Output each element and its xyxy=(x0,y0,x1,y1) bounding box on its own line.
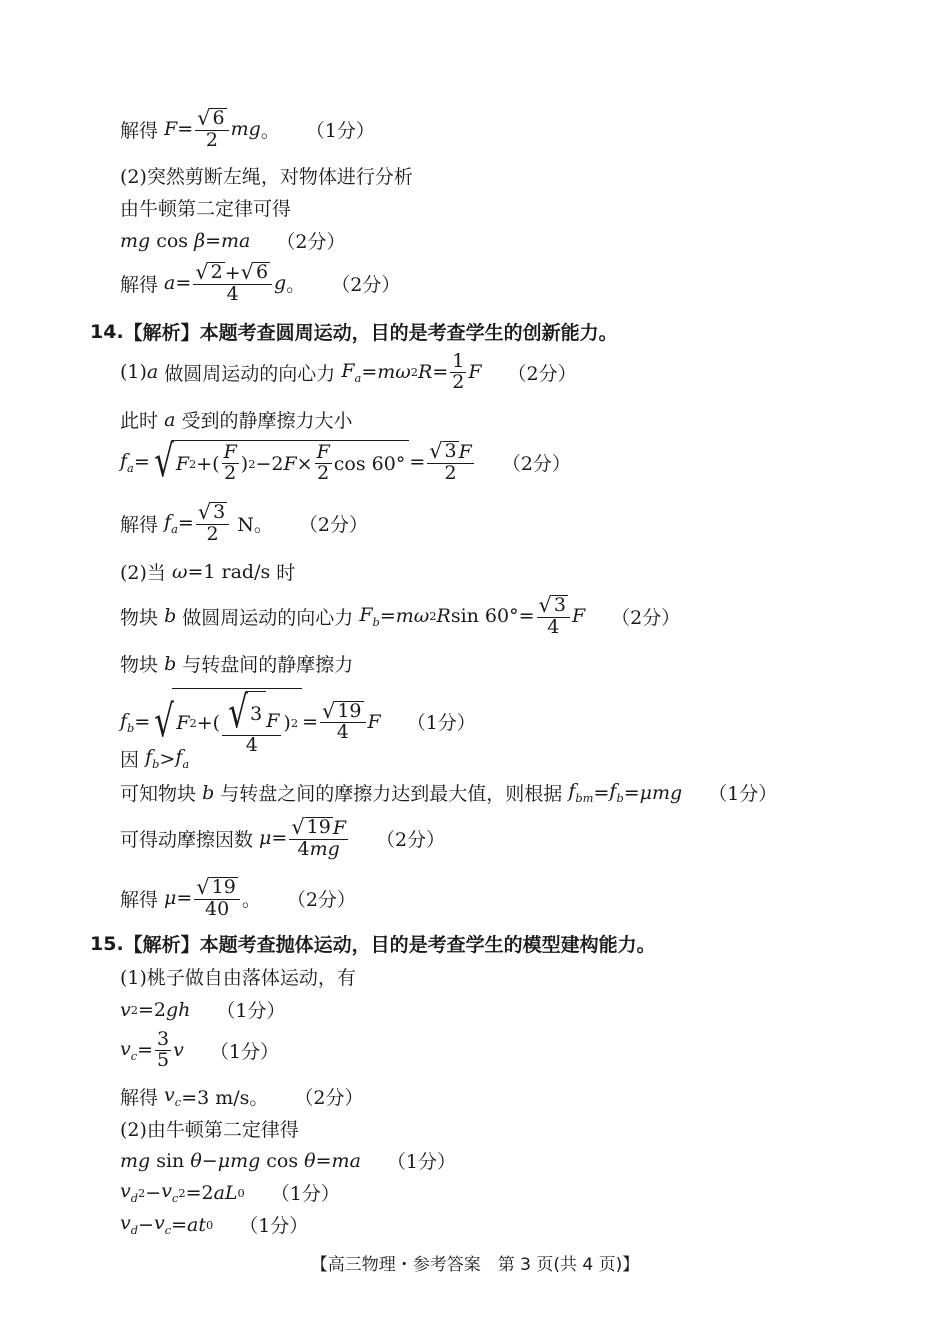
score: （2分） xyxy=(286,888,356,911)
answer-line: (2)突然剪断左绳，对物体进行分析 xyxy=(120,166,413,188)
answer-line: 可知物块 b 与转盘之间的摩擦力达到最大值，则根据 $f_{bm}$ = $f_b$ = μmg （1分） xyxy=(120,780,778,805)
answer-line: mg sin θ − μmg cos θ = ma （1分） xyxy=(120,1147,456,1174)
score: （1分） xyxy=(270,1183,340,1205)
page-footer: 【高三物理・参考答案 第 3 页(共 4 页)】 xyxy=(310,1255,640,1275)
score: （2分） xyxy=(298,513,368,536)
answer-line: $v_d$ 2 − $v_c$ 2 =2 aL 0 （1分） xyxy=(120,1180,340,1205)
answer-line: mg cos β = ma （2分） xyxy=(120,227,345,254)
question-heading: 14. 【解析】本题考查圆周运动，目的是考查学生的创新能力。 xyxy=(90,320,618,344)
answer-line: v 2 =2 gh （1分） xyxy=(120,996,286,1023)
answer-line: (1) a 做圆周运动的向心力 $F_a$ = mω 2 R = $\frac{1}{2}$ F （2分） xyxy=(120,350,577,393)
answer-line: $v_c$ = $\frac{3}{5}$ v （1分） xyxy=(120,1028,279,1071)
score: （1分） xyxy=(216,1000,286,1022)
answer-line: (1)桃子做自由落体运动，有 xyxy=(120,967,356,989)
answer-line: 解得 μ = √ 19 40 。 （2分） xyxy=(120,875,356,920)
score: （2分） xyxy=(294,1087,364,1109)
score: （1分） xyxy=(209,1040,279,1063)
score: （2分） xyxy=(507,362,577,385)
score: （1分） xyxy=(406,712,476,735)
answer-line: $f_a$ = √ F 2 +( $\frac{F}{2}$ ) 2 −2 F × $\frac{F}{2}$ cos 60° = √ 3 F 2 （2分） xyxy=(120,436,571,487)
answer-line: 由牛顿第二定律可得 xyxy=(120,198,292,220)
score: （2分） xyxy=(501,452,571,475)
answer-line: 解得 $v_c$ =3 m/s。 （2分） xyxy=(120,1084,364,1109)
answer-line: $v_d$ − $v_c$ = at 0 （1分） xyxy=(120,1212,309,1237)
question-heading: 15. 【解析】本题考查抛体运动，目的是考查学生的模型建构能力。 xyxy=(90,932,656,956)
score: （2分） xyxy=(611,606,681,629)
score: （1分） xyxy=(386,1151,456,1173)
score: （2分） xyxy=(331,273,401,296)
score: （1分） xyxy=(305,119,375,142)
answer-line: 解得 F = √ 6 2 mg 。 （1分） xyxy=(120,106,375,151)
answer-line: 因 $f_b$ > $f_a$ xyxy=(120,746,190,771)
answer-line: 物块 b 与转盘间的静摩擦力 xyxy=(120,652,354,676)
score: （1分） xyxy=(708,783,778,805)
answer-line: 解得 $f_a$ = √ 3 2 N。 （2分） xyxy=(120,500,368,545)
answer-line: $f_b$ = √ F 2 +( √ 3 F 4 ) 2 = √ 19 4 F （1分） xyxy=(120,687,476,756)
score: （1分） xyxy=(239,1215,309,1237)
answer-line: (2)由牛顿第二定律得 xyxy=(120,1119,299,1141)
answer-line: 可得动摩擦因数 μ = √ 19 F 4mg （2分） xyxy=(120,815,446,860)
score: （2分） xyxy=(376,828,446,851)
answer-line: (2)当 ω =1 rad/s 时 xyxy=(120,560,296,584)
answer-line: 物块 b 做圆周运动的向心力 $F_b$ = mω 2 R sin 60°= √ 3 4 F （2分） xyxy=(120,593,681,638)
answer-line: 此时 a 受到的静摩擦力大小 xyxy=(120,408,353,432)
score: （2分） xyxy=(276,231,346,253)
answer-line: 解得 a = √ 2 + √ 6 4 g 。 （2分） xyxy=(120,260,401,305)
